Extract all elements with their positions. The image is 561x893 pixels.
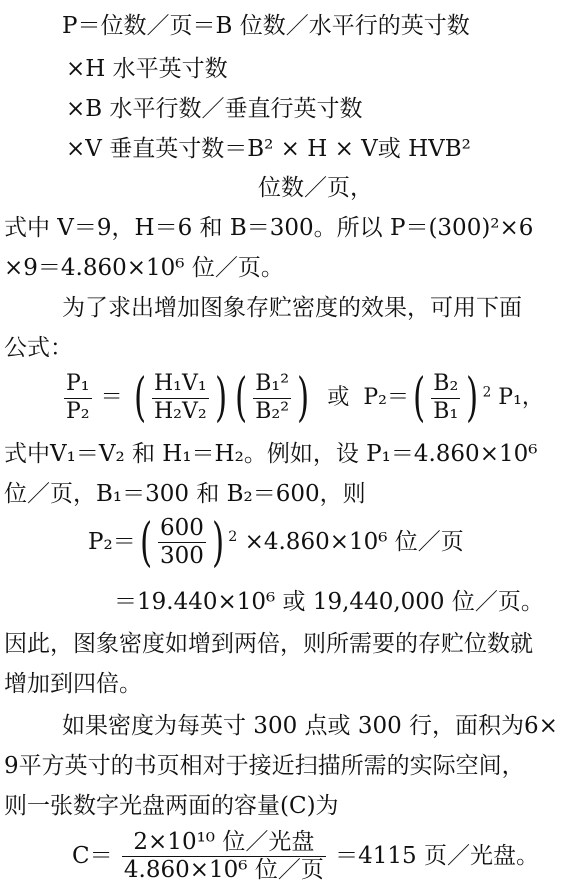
p1-numerator: P₁: [64, 372, 92, 398]
b1-denominator: B₁: [433, 398, 459, 424]
b-squared-ratio-fraction: [253, 372, 291, 423]
ratio-formula: $\frac{\text{P₁}}{\text{P₂}}$ ＝ ( $\frac{\text{H₁V₁}}{\text{H₂V₂}}$ ) ( $\frac{\text{B₁²}}{\text{B₂²}}$ ) 或 P₂＝( $\frac{\text{B₂}}{\text{B₁}}$ ) $^2$ P₁，: [66, 368, 544, 428]
para5-line-3: 则一张数字光盘两面的容量(C)为: [4, 793, 339, 819]
para2-line-1: 为了求出增加图象存贮密度的效果，可用下面: [62, 295, 522, 321]
b2-squared-denominator: B₂²: [255, 398, 290, 424]
square-exponent: 2: [482, 384, 492, 401]
para4-line-1: 因此，图象密度如增到两倍，则所需要的存贮位数就: [4, 631, 533, 657]
formula-line-1: P＝位数／页＝B 位数／水平行的英寸数: [62, 13, 470, 39]
p-ratio-fraction: [64, 372, 92, 423]
example-formula: P₂＝( $\frac{600}{300}$ ) $^2$ ×4.860×10⁶ 位／页: [88, 512, 464, 573]
example-tail: ×4.860×10⁶ 位／页: [244, 528, 464, 555]
para4-line-2: 增加到四倍。: [4, 671, 142, 697]
para1-line-2: ×9＝4.860×10⁶ 位／页。: [4, 255, 284, 281]
capacity-result: ＝4115 页／光盘。: [335, 842, 540, 869]
capacity-formula: [72, 830, 539, 884]
or-word: 或: [327, 385, 350, 410]
para1-line-1: 式中 V＝9，H＝6 和 B＝300。所以 P＝(300)²×6: [4, 215, 534, 241]
b1-squared-numerator: B₁²: [253, 372, 291, 398]
p2-denominator: P₂: [66, 398, 90, 424]
example-fraction: [158, 516, 206, 570]
para3-line-1: 式中V₁＝V₂ 和 H₁＝H₂。例如，设 P₁＝4.860×10⁶: [4, 441, 538, 467]
para5-line-2: 9平方英寸的书页相对于接近扫描所需的实际空间，: [4, 753, 525, 779]
capacity-fraction: [122, 830, 326, 884]
formula-line-2: ×H 水平英寸数: [66, 56, 228, 82]
p1-tail: P₁，: [498, 385, 544, 410]
para5-line-1: 如果密度为每英寸 300 点或 300 行，面积为6×: [62, 713, 558, 739]
formula-line-3: ×B 水平行数／垂直行英寸数: [66, 96, 363, 122]
b2-numerator: B₂: [431, 372, 460, 398]
para2-line-2: 公式：: [4, 335, 73, 361]
equals-sign: ＝: [100, 385, 123, 410]
example-square-exponent: 2: [228, 528, 238, 545]
hv1-numerator: H₁V₁: [152, 372, 209, 398]
p2-lhs-example: P₂＝: [88, 528, 136, 555]
example-result: ＝19.440×10⁶ 或 19,440,000 位／页。: [114, 589, 544, 615]
capacity-denominator: 4.860×10⁶ 位／页: [123, 857, 324, 884]
hv-ratio-fraction: [152, 372, 209, 423]
formula-line-4: ×V 垂直英寸数＝B² × H × V或 HVB²: [66, 136, 471, 162]
example-denominator: 300: [160, 543, 204, 570]
formula-line-5: 位数／页，: [258, 175, 373, 201]
capacity-numerator: 2×10¹⁰ 位／光盘: [122, 830, 326, 857]
example-numerator: 600: [158, 516, 206, 543]
para3-line-2: 位／页，B₁＝300 和 B₂＝600，则: [4, 481, 366, 507]
b-ratio-fraction: [431, 372, 460, 423]
p2-lhs: P₂＝: [363, 385, 409, 410]
c-lhs: C＝: [72, 842, 113, 869]
hv2-denominator: H₂V₂: [153, 398, 207, 424]
